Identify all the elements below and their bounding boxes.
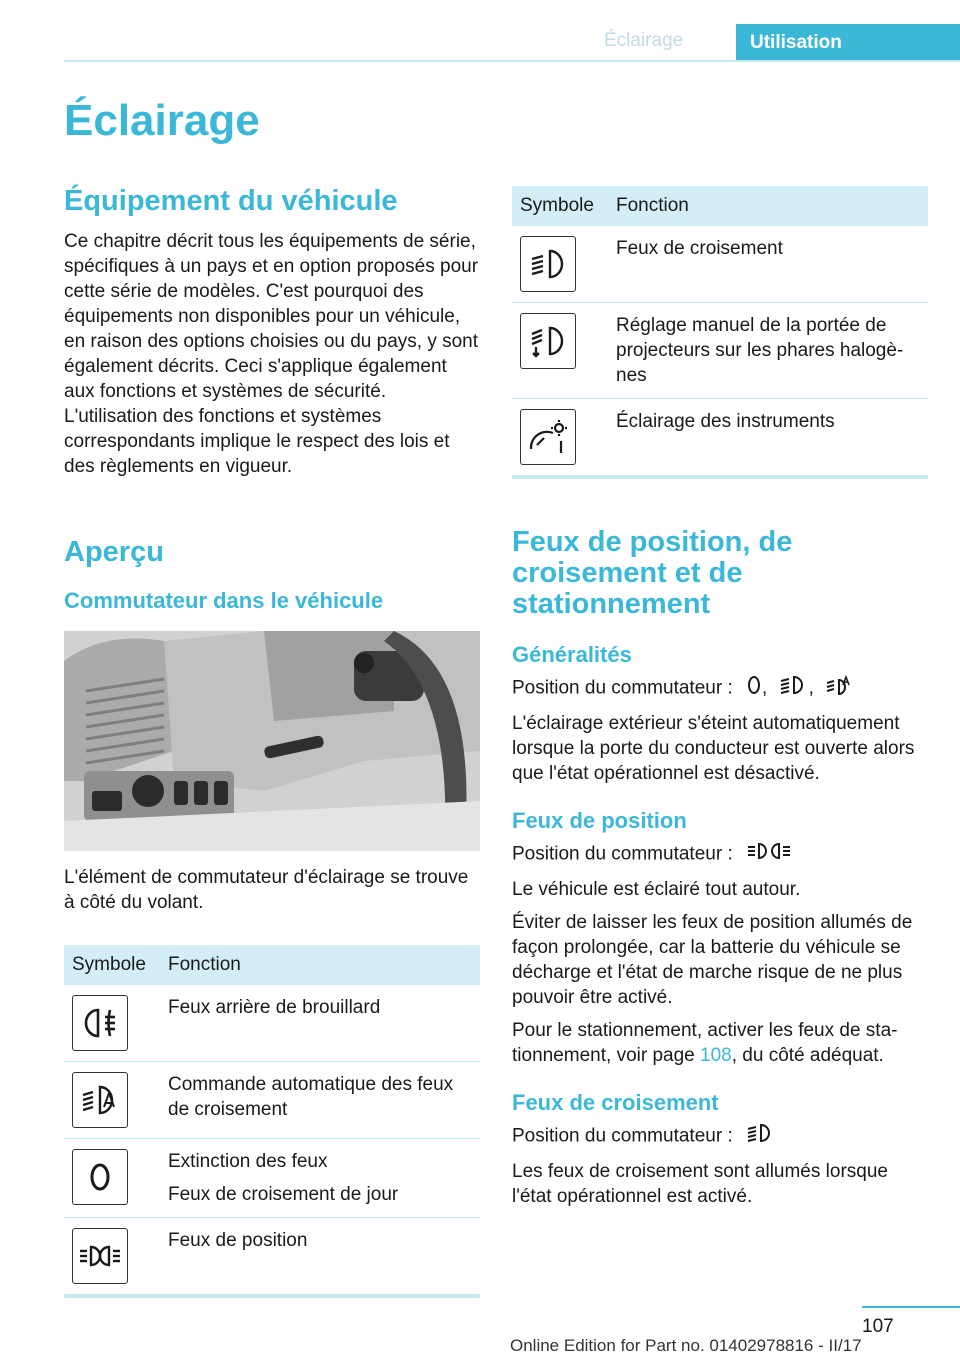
edition-note: Online Edition for Part no. 01402978816 - II/17: [510, 1336, 862, 1355]
page-number: 107: [862, 1316, 894, 1337]
general-heading: Généralités: [512, 642, 632, 667]
table-bottom-rule: [512, 475, 928, 479]
general-text: L'éclairage extérieur s'éteint automatiquement lorsque la porte du conducteur est ouverte alors que l'état opérationnel est désactivé.: [512, 713, 915, 784]
lights-off-icon: [746, 674, 762, 703]
page-link[interactable]: 108: [700, 1045, 732, 1066]
footer-rule: [862, 1306, 960, 1308]
rear-fog-light-icon: [72, 995, 128, 1051]
low-beam-heading: Feux de croisement: [512, 1090, 719, 1115]
light-switch-photo: [64, 631, 480, 851]
left-symbol-table: [64, 945, 480, 1294]
low-switch-line: [512, 1122, 928, 1151]
equip-heading: Équipement du véhicule: [64, 185, 398, 217]
parking-lights-icon: [72, 1228, 128, 1284]
position-text-3: [512, 1018, 928, 1068]
col-function-header: Fonction: [608, 186, 928, 226]
auto-low-beam-icon: [72, 1072, 128, 1128]
position-text-3-pre: Pour le stationnement, activer les feux de stationnement, voir page: [512, 1020, 898, 1066]
function-text: Feux arrière de brouillard: [168, 997, 381, 1018]
col-symbol-header: Symbole: [64, 945, 160, 985]
col-symbol-header: Symbole: [512, 186, 608, 226]
table-row: [512, 399, 928, 476]
col-function-header: Fonction: [160, 945, 480, 985]
position-switch-line: [512, 840, 928, 869]
switch-heading: Commutateur dans le véhicule: [64, 588, 384, 613]
lights-heading: Feux de position, de croisement et de stationnement: [512, 526, 793, 620]
right-column: [512, 186, 928, 1209]
table-row: [64, 985, 480, 1062]
header-rule: [64, 60, 960, 62]
position-text-3-post: , du côté adéquat.: [731, 1045, 884, 1066]
table-row: [64, 1139, 480, 1218]
function-text: Commande automatique des feux de croisement: [168, 1074, 454, 1120]
headlight-range-icon: [520, 313, 576, 369]
left-column: [64, 186, 480, 1298]
table-row: [512, 303, 928, 399]
table-row: [512, 226, 928, 303]
header-section: Éclairage: [604, 30, 684, 51]
switch-label: Position du commutateur :: [512, 1125, 733, 1147]
position-text-2: Éviter de laisser les feux de position allumés de façon prolongée, car la batterie du véhicule se décharge et l'état de marche risque de ne plus pouvoir être activé.: [512, 912, 913, 1008]
function-text: Extinction des feux: [168, 1151, 328, 1172]
apercu-heading: Aperçu: [64, 536, 164, 568]
switch-caption: L'élément de commutateur d'éclairage se trouve à côté du volant.: [64, 867, 469, 913]
low-beam-text: Les feux de croisement sont allumés lorsque l'état opérationnel est activé.: [512, 1161, 888, 1207]
function-text: Feux de croisement: [616, 238, 783, 259]
table-row: [64, 1062, 480, 1139]
general-switch-line: Position du commutateur : , ,: [512, 674, 928, 703]
switch-label: Position du commutateur :: [512, 843, 733, 865]
auto-low-beam-icon: [825, 674, 855, 703]
function-text: Réglage manuel de la portée de projecteurs sur les phares halogènes: [616, 315, 904, 386]
right-symbol-table: [512, 186, 928, 475]
function-text: Éclairage des instruments: [616, 411, 835, 432]
low-beam-icon: [520, 236, 576, 292]
position-text-1: Le véhicule est éclairé tout autour.: [512, 879, 801, 900]
lights-off-icon: [72, 1149, 128, 1205]
parking-lights-icon: [746, 840, 792, 869]
table-bottom-rule: [64, 1294, 480, 1298]
table-row: [64, 1218, 480, 1295]
low-beam-icon: [746, 1122, 776, 1151]
function-text: Feux de croisement de jour: [168, 1184, 399, 1205]
equip-text: Ce chapitre décrit tous les équipements de série, spécifiques à un pays et en option proposés pour cette série de modèles. C'est pourquoi des équipements non disponibles pour un véhicule, en raison des options choisies ou du pays, y sont également décrits. Ceci s'applique également aux fonctions et systèmes de sécurité. L'utilisation des fonctions et systèmes correspondants implique le respect des lois et des règlements en vigueur.: [64, 231, 479, 477]
instrument-lighting-icon: [520, 409, 576, 465]
header-tab: Utilisation: [736, 24, 960, 62]
switch-label: Position du commutateur :: [512, 677, 733, 699]
low-beam-icon: [779, 674, 809, 703]
page-title: Éclairage: [64, 96, 260, 145]
function-text: Feux de position: [168, 1230, 308, 1251]
position-heading: Feux de position: [512, 808, 687, 833]
